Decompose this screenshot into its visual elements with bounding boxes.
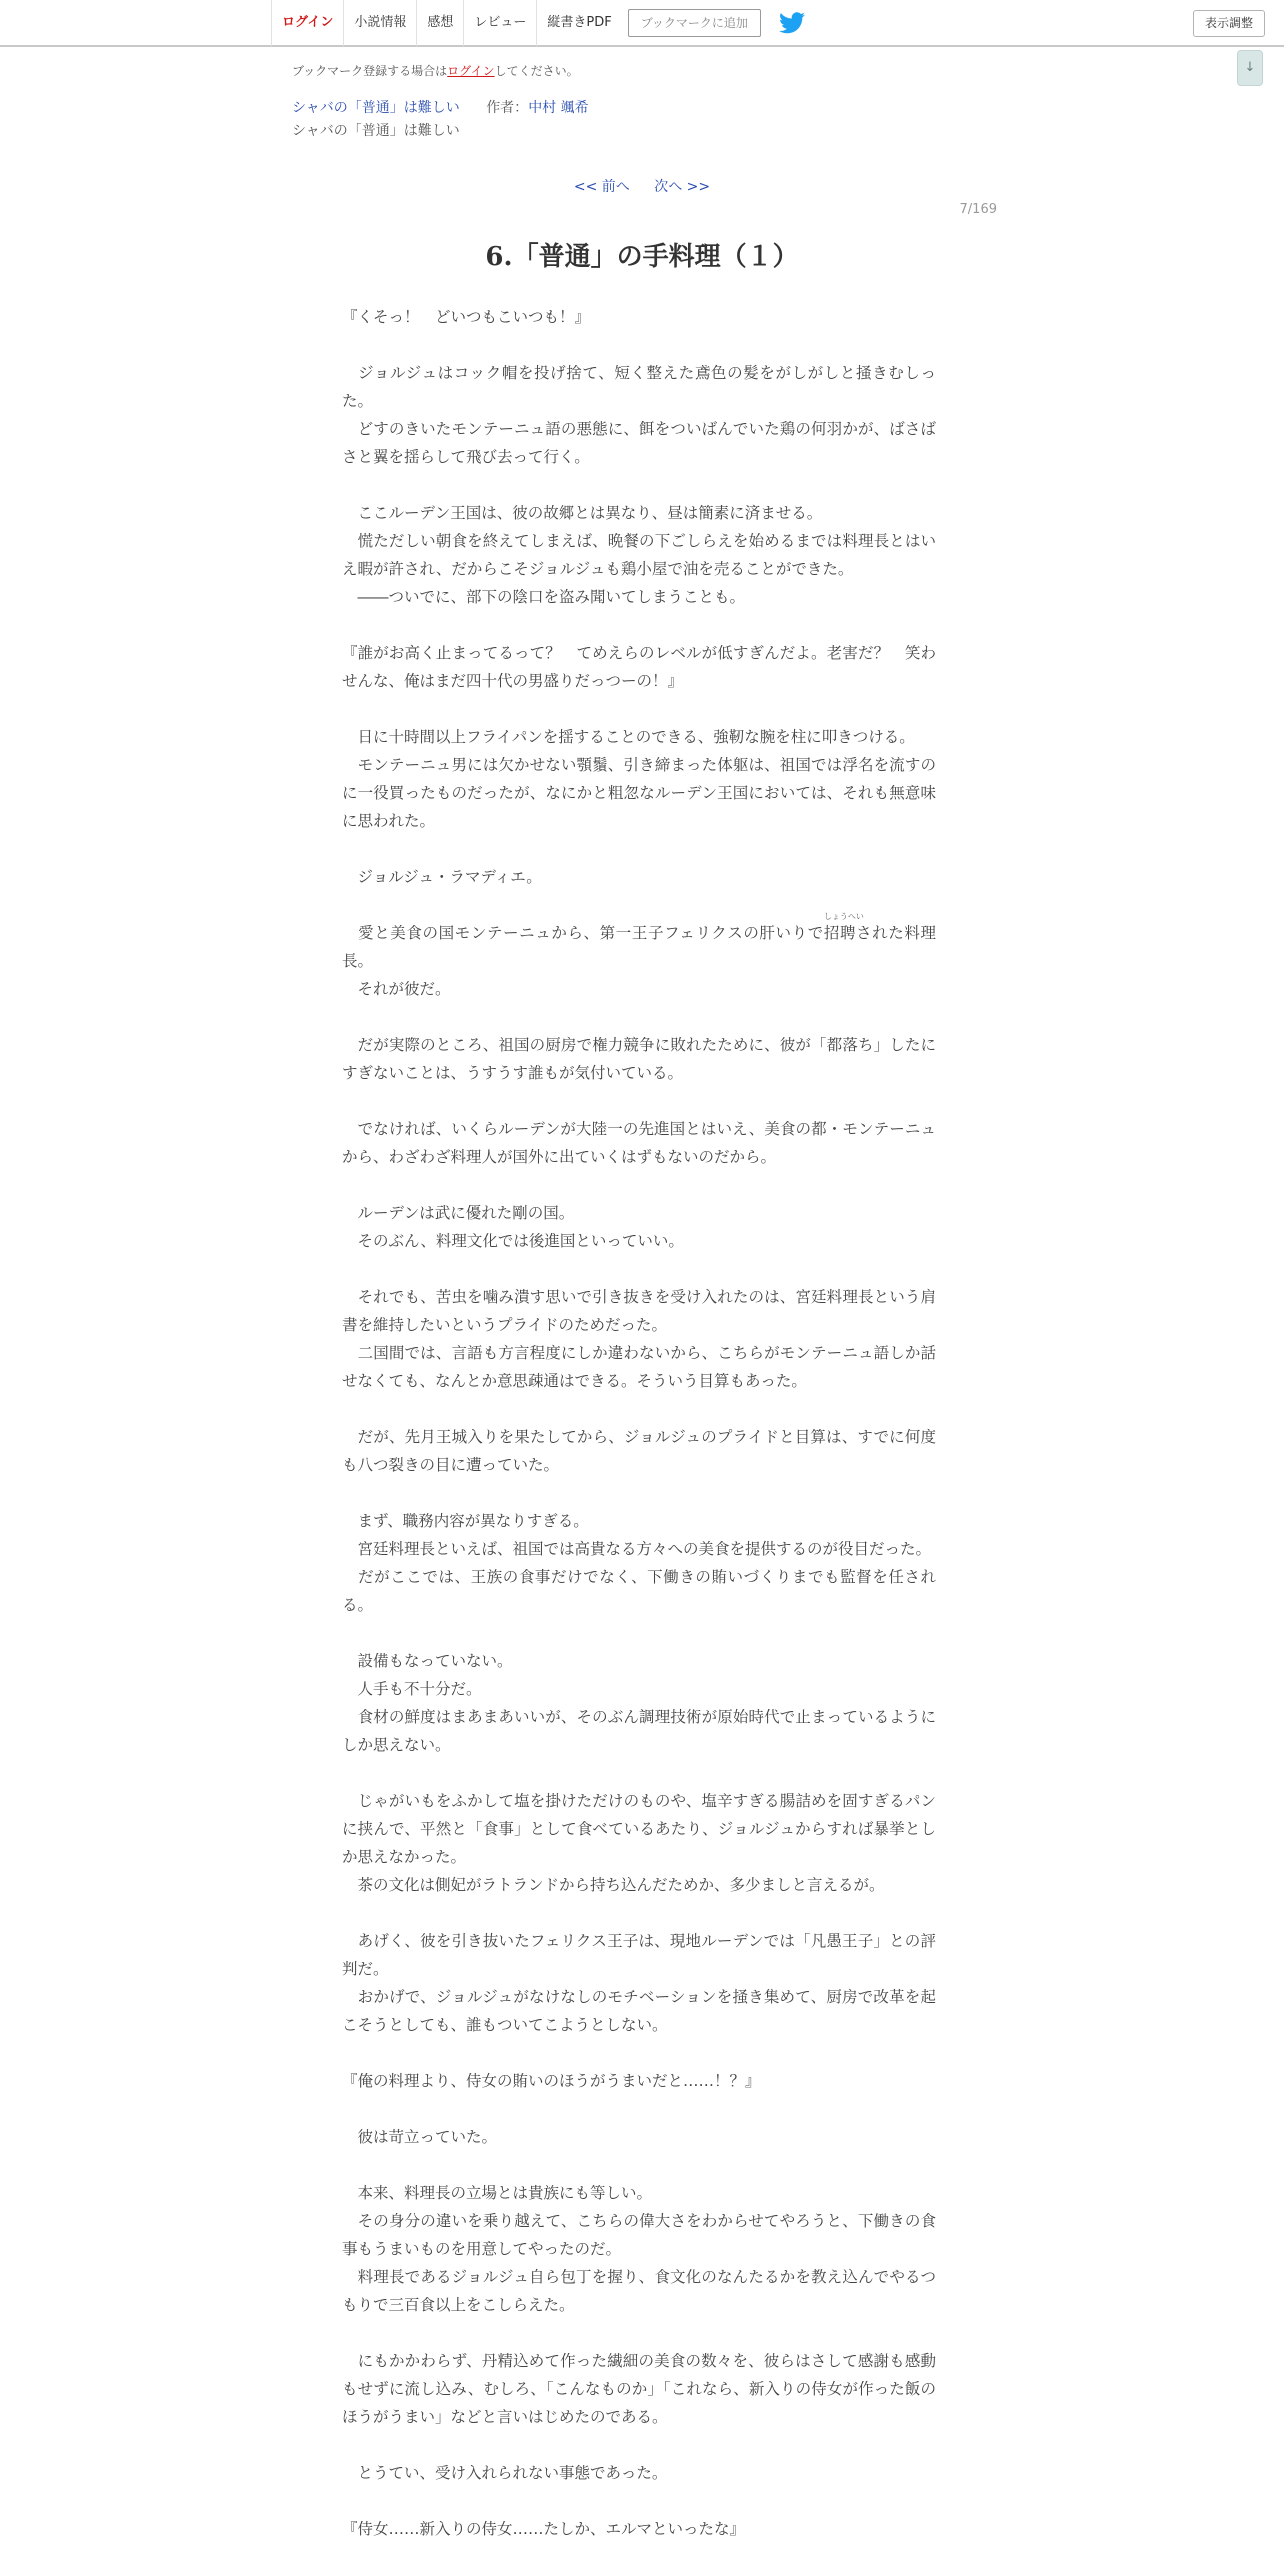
body-paragraph: ジョルジュはコック帽を投げ捨て、短く整えた鳶色の髪をがしがしと掻きむしった。 <box>342 364 936 410</box>
body-paragraph: 宮廷料理長といえば、祖国では高貴なる方々への美食を提供するのが役目だった。 <box>342 1540 932 1558</box>
blank-line <box>342 2095 936 2123</box>
novel-header <box>292 97 589 117</box>
body-paragraph <box>342 912 936 975</box>
body-paragraph: とうてい、受け入れられない事態であった。 <box>342 2464 668 2482</box>
blank-line <box>342 1759 936 1787</box>
ruby-base: 招聘 <box>823 924 857 942</box>
nav-novel-info-link[interactable]: 小説情報 <box>343 0 416 46</box>
novel-subtitle: シャバの「普通」は難しい <box>292 123 460 139</box>
blank-line <box>342 2431 936 2459</box>
body-paragraph: それが彼だ。 <box>342 980 451 998</box>
top-nav-bar <box>0 0 1284 47</box>
blank-line <box>342 2151 936 2179</box>
body-paragraph: 『俺の料理より、侍女の賄いのほうがうまいだと……！？』 <box>342 2072 761 2090</box>
bookmark-login-link[interactable]: ログイン <box>447 64 495 78</box>
blank-line <box>342 471 936 499</box>
body-paragraph: どすのきいたモンテーニュ語の悪態に、餌をついばんでいた鶏の何羽かが、ばさばさと翼を揺らして飛び去って行く。 <box>342 420 936 466</box>
nav-review-link[interactable]: レビュー <box>463 0 536 46</box>
nav-vertical-pdf-link[interactable]: 縦書きPDF <box>536 0 621 46</box>
body-paragraph: ここルーデン王国は、彼の故郷とは異なり、昼は簡素に済ませる。 <box>342 504 823 522</box>
body-paragraph: 日に十時間以上フライパンを揺することのできる、強靭な腕を柱に叩きつける。 <box>342 728 915 746</box>
bookmark-note-prefix: ブックマーク登録する場合は <box>292 64 448 78</box>
chapter-title: 6.「普通」の手料理（１） <box>485 242 799 272</box>
text-run: 愛と美食の国モンテーニュから、第一王子フェリクスの肝いりで <box>342 924 824 942</box>
body-paragraph: 『誰がお高く止まってるって？ てめえらのレベルが低すぎんだよ。老害だ？ 笑わせんな、俺はまだ四十代の男盛りだっつーの！』 <box>342 644 936 690</box>
series-title-link[interactable]: シャバの「普通」は難しい <box>292 100 460 116</box>
body-paragraph: 彼は苛立っていた。 <box>342 2128 498 2146</box>
blank-line <box>342 611 936 639</box>
body-paragraph: その身分の違いを乗り越えて、こちらの偉大さをわからせてやろうと、下働きの食事もうまいものを用意してやったのだ。 <box>342 2212 936 2258</box>
chapter-pager <box>0 176 1284 196</box>
body-paragraph: そのぶん、料理文化では後進国といっていい。 <box>342 1232 684 1250</box>
author-label: 作者： <box>486 100 529 116</box>
blank-line <box>342 1087 936 1115</box>
bookmark-note-suffix: してください。 <box>494 64 579 78</box>
body-paragraph: ――ついでに、部下の陰口を盗み聞いてしまうことも。 <box>342 588 746 606</box>
blank-line <box>342 1899 936 1927</box>
body-paragraph: 食材の鮮度はまあまあいいが、そのぶん調理技術が原始時代で止まっているようにしか思えない。 <box>342 1708 936 1754</box>
body-paragraph: 設備もなっていない。 <box>342 1652 513 1670</box>
author-link[interactable]: 中村 颯希 <box>528 100 589 116</box>
blank-line <box>342 1395 936 1423</box>
blank-line <box>342 1171 936 1199</box>
body-paragraph: 料理長であるジョルジュ自ら包丁を握り、食文化のなんたるかを教え込んでやるつもりで三百食以上をこしらえた。 <box>342 2268 936 2314</box>
body-paragraph: 本来、料理長の立場とは貴族にも等しい。 <box>342 2184 653 2202</box>
body-paragraph: まず、職務内容が異なりすぎる。 <box>342 1512 589 1530</box>
nav-menu <box>271 0 805 46</box>
prev-chapter-link[interactable]: << 前へ <box>573 179 630 195</box>
body-paragraph: 茶の文化は側妃がラトランドから持ち込んだためか、多少ましと言えるが。 <box>342 1876 885 1894</box>
next-chapter-link[interactable]: 次へ >> <box>654 179 711 195</box>
body-paragraph: じゃがいもをふかして塩を掛けただけのものや、塩辛すぎる腸詰めを固すぎるパンに挟んで、平然と「食事」として食べているあたり、ジョルジュからすれば暴挙としか思えなかった。 <box>342 1792 936 1866</box>
add-bookmark-button[interactable]: ブックマークに追加 <box>628 9 761 37</box>
nav-impressions-link[interactable]: 感想 <box>416 0 463 46</box>
body-paragraph: ルーデンは武に優れた剛の国。 <box>342 1204 575 1222</box>
blank-line <box>342 1255 936 1283</box>
body-paragraph: 人手も不十分だ。 <box>342 1680 482 1698</box>
body-paragraph: にもかかわらず、丹精込めて作った繊細の美食の数々を、彼らはさして感謝も感動もせずに流し込み、むしろ、「こんなものか」「これなら、新入りの侍女が作った飯のほうがうまい」などと言いはじめたのである。 <box>342 2352 936 2426</box>
blank-line <box>342 2487 936 2515</box>
body-paragraph: 二国間では、言語も方言程度にしか違わないから、こちらがモンテーニュ語しか話せなくても、なんとか意思疎通はできる。そういう目算もあった。 <box>342 1344 936 1390</box>
blank-line <box>342 1003 936 1031</box>
blank-line <box>342 2319 936 2347</box>
blank-line <box>342 331 936 359</box>
body-paragraph: だが、先月王城入りを果たしてから、ジョルジュのプライドと目算は、すでに何度も八つ裂きの目に遭っていた。 <box>342 1428 936 1474</box>
text-run: された料理長。 <box>342 924 936 970</box>
body-paragraph: だが実際のところ、祖国の厨房で権力競争に敗れたために、彼が「都落ち」したにすぎないことは、うすうす誰もが気付いている。 <box>342 1036 936 1082</box>
body-paragraph: 『侍女……新入りの侍女……たしか、エルマといったな』 <box>342 2520 746 2538</box>
display-settings-button[interactable]: 表示調整 <box>1193 10 1265 37</box>
blank-line <box>342 1619 936 1647</box>
body-paragraph: ジョルジュ・ラマディエ。 <box>342 868 542 886</box>
body-paragraph: 慌ただしい朝食を終えてしまえば、晩餐の下ごしらえを始めるまでは料理長とはいえ暇が許され、だからこそジョルジュも鶏小屋で油を売ることができた。 <box>342 532 936 578</box>
scroll-down-arrow-icon[interactable]: ↓ <box>1237 50 1263 86</box>
body-paragraph: それでも、苦虫を噛み潰す思いで引き抜きを受け入れたのは、宮廷料理長という肩書を維持したいというプライドのためだった。 <box>342 1288 936 1334</box>
blank-line <box>342 835 936 863</box>
body-paragraph: だがここでは、王族の食事だけでなく、下働きの賄いづくりまでも監督を任される。 <box>342 1568 936 1614</box>
twitter-bird-icon[interactable] <box>779 12 805 34</box>
chapter-body <box>342 303 936 2543</box>
body-paragraph: 『くそっ！ どいつもこいつも！』 <box>342 308 591 326</box>
body-paragraph: おかげで、ジョルジュがなけなしのモチベーションを掻き集めて、厨房で改革を起こそうとしても、誰もついてこようとしない。 <box>342 1988 936 2034</box>
blank-line <box>342 1479 936 1507</box>
blank-line <box>342 2039 936 2067</box>
body-paragraph: でなければ、いくらルーデンが大陸一の先進国とはいえ、美食の都・モンテーニュから、わざわざ料理人が国外に出ていくはずもないのだから。 <box>342 1120 936 1166</box>
ruby-reading: しょうへい <box>823 912 864 921</box>
ruby-word <box>823 912 864 942</box>
blank-line <box>342 695 936 723</box>
nav-login-link[interactable]: ログイン <box>271 0 343 46</box>
bookmark-login-note <box>292 62 579 79</box>
body-paragraph: モンテーニュ男には欠かせない顎鬚、引き締まった体躯は、祖国では浮名を流すのに一役買ったものだったが、なにかと粗忽なルーデン王国においては、それも無意味に思われた。 <box>342 756 936 830</box>
body-paragraph: あげく、彼を引き抜いたフェリクス王子は、現地ルーデンでは「凡愚王子」との評判だ。 <box>342 1932 936 1978</box>
chapter-count: 7/169 <box>959 202 997 217</box>
